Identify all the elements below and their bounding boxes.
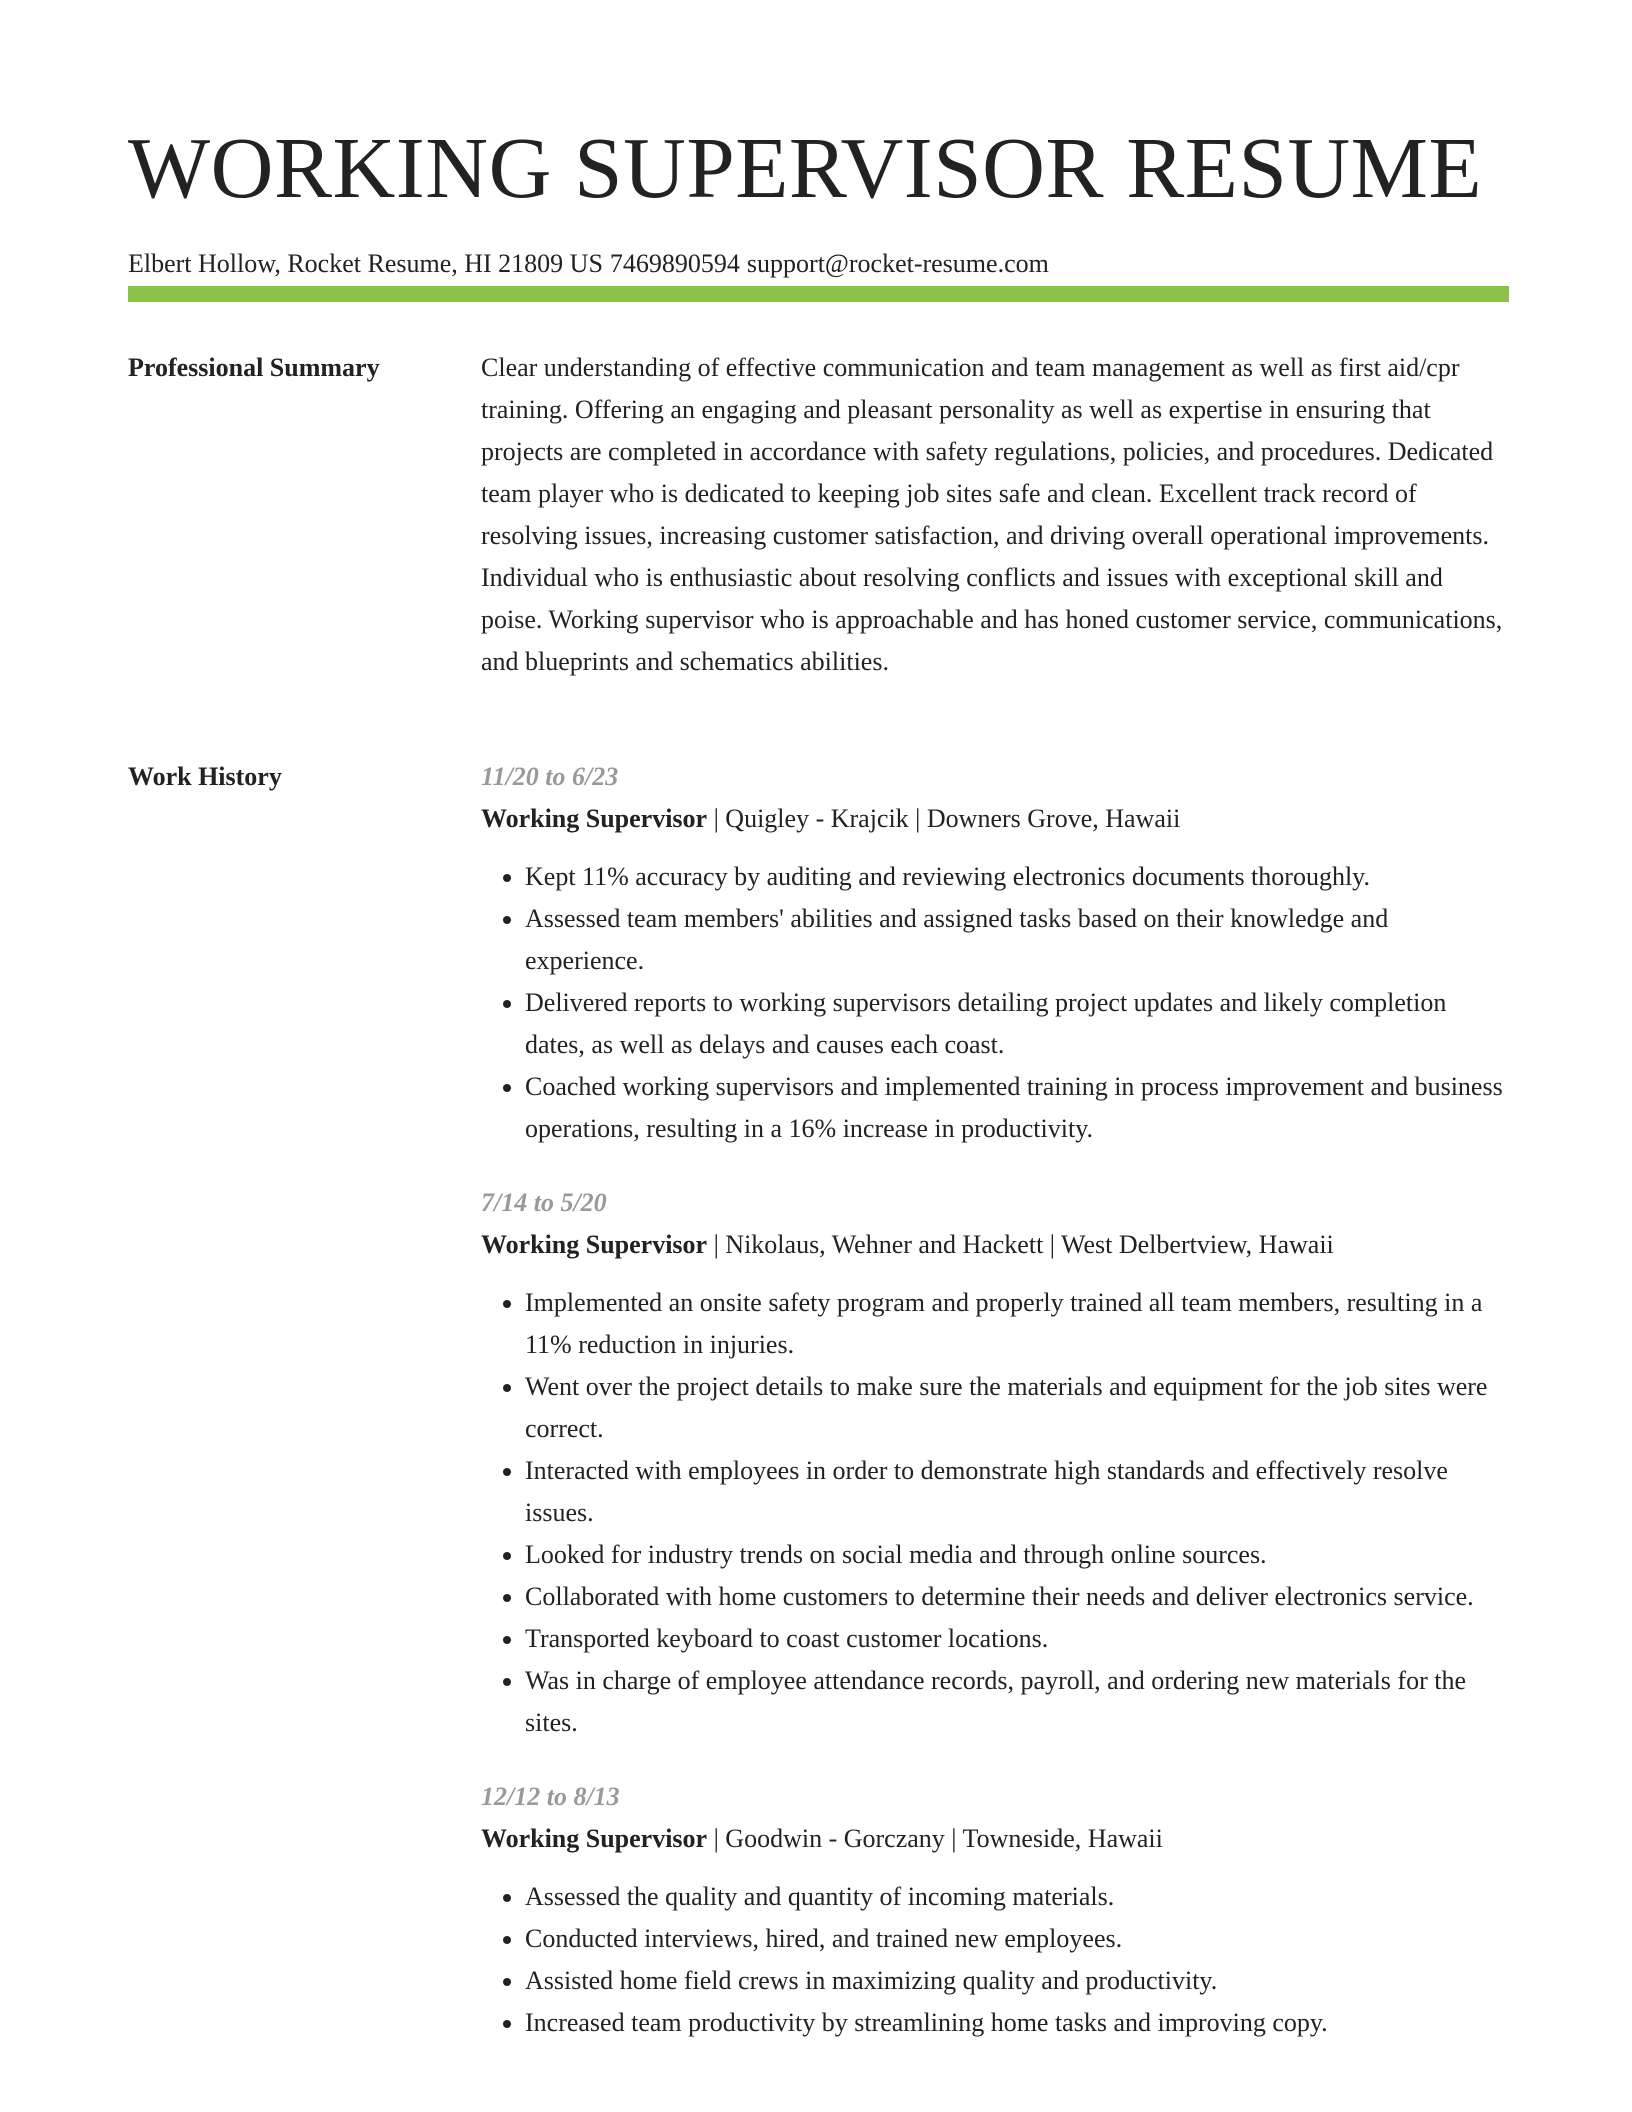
job-employer-location: | Goodwin - Gorczany | Towneside, Hawaii (707, 1824, 1163, 1853)
job-dates: 7/14 to 5/20 (481, 1188, 607, 1217)
section-heading-summary: Professional Summary (128, 353, 380, 382)
job-entry (481, 1776, 1509, 2044)
job-duty-item: • Kept 11% accuracy by auditing and reviewing electronics documents thoroughly. (525, 856, 1509, 898)
job-title-line (481, 1818, 1509, 1860)
job-duties-list (481, 1282, 1509, 1744)
job-duty-item: • Implemented an onsite safety program and properly trained all team members, resulting in a 11% reduction in injuries. (525, 1282, 1509, 1366)
job-duty-item: • Collaborated with home customers to determine their needs and deliver electronics service. (525, 1576, 1509, 1618)
job-dates: 11/20 to 6/23 (481, 762, 619, 791)
section-heading-work-history: Work History (128, 762, 282, 791)
job-dates: 12/12 to 8/13 (481, 1782, 620, 1811)
job-duty-item: • Looked for industry trends on social media and through online sources. (525, 1534, 1509, 1576)
job-duty-item: • Was in charge of employee attendance records, payroll, and ordering new materials for the sites. (525, 1660, 1509, 1744)
resume-title: WORKING SUPERVISOR RESUME (128, 119, 1483, 216)
job-employer-location: | Quigley - Krajcik | Downers Grove, Hawaii (707, 804, 1181, 833)
job-title: Working Supervisor (481, 1824, 708, 1853)
job-duty-item: • Transported keyboard to coast customer locations. (525, 1618, 1509, 1660)
job-duty-item: • Went over the project details to make sure the materials and equipment for the job sites were correct. (525, 1366, 1509, 1450)
summary-text: Clear understanding of effective communication and team management as well as first aid/cpr training. Offering an engaging and pleasant personality as well as expertise in ensuring that projects are completed in accordance with safety regulations, policies, and procedures. Dedicated team player who is dedicated to keeping job sites safe and clean. Excellent track record of resolving issues, increasing customer satisfaction, and driving overall operational improvements. Individual who is enthusiastic about resolving conflicts and issues with exceptional skill and poise. Working supervisor who is approachable and has honed customer service, communications, and blueprints and schematics abilities. (481, 353, 1503, 676)
job-duty-item: • Interacted with employees in order to demonstrate high standards and effectively resolve issues. (525, 1450, 1509, 1534)
contact-line (128, 248, 1509, 280)
job-duty-item: • Coached working supervisors and implemented training in process improvement and business operations, resulting in a 16% increase in productivity. (525, 1066, 1509, 1150)
job-duty-item: • Assessed team members' abilities and assigned tasks based on their knowledge and experience. (525, 898, 1509, 982)
job-employer-location: | Nikolaus, Wehner and Hackett | West Delbertview, Hawaii (707, 1230, 1334, 1259)
job-duty-item: • Delivered reports to working supervisors detailing project updates and likely completion dates, as well as delays and causes each coast. (525, 982, 1509, 1066)
job-title-line (481, 1224, 1509, 1266)
job-title: Working Supervisor (481, 1230, 708, 1259)
job-duties-list (481, 856, 1509, 1150)
resume-header (128, 118, 1509, 280)
job-duty-item: • Increased team productivity by streamlining home tasks and improving copy. (525, 2002, 1509, 2044)
job-duty-item: • Conducted interviews, hired, and trained new employees. (525, 1918, 1509, 1960)
contact-address: Elbert Hollow, Rocket Resume, HI 21809 US (128, 249, 603, 278)
job-entry (481, 1182, 1509, 1744)
job-title: Working Supervisor (481, 804, 708, 833)
job-duties-list (481, 1876, 1509, 2044)
header-divider (128, 286, 1509, 302)
contact-phone: 7469890594 (609, 249, 740, 278)
job-entry (481, 756, 1509, 1150)
contact-email: support@rocket-resume.com (746, 249, 1049, 278)
job-title-line (481, 798, 1509, 840)
job-duty-item: • Assessed the quality and quantity of incoming materials. (525, 1876, 1509, 1918)
work-history-body (481, 756, 1509, 2076)
job-duty-item: • Assisted home field crews in maximizing quality and productivity. (525, 1960, 1509, 2002)
summary-body (481, 347, 1509, 683)
